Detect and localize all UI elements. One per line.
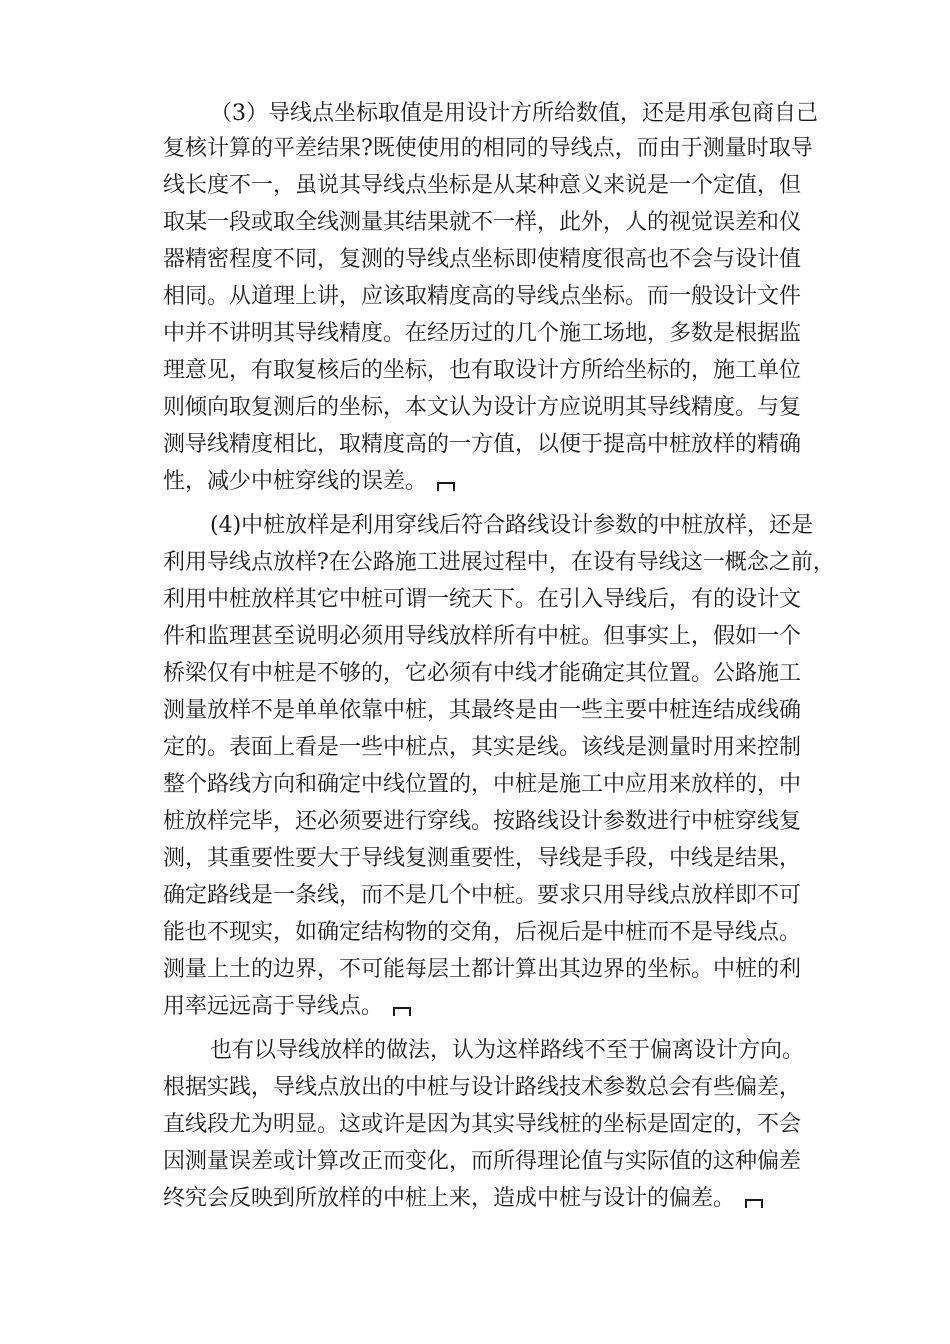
paragraph-line: 中并不讲明其导线精度。在经历过的几个施工场地，多数是根据监 [163, 321, 802, 346]
paragraph-line: 线长度不一，虽说其导线点坐标是从某种意义来说是一个定值，但 [163, 173, 802, 198]
paragraph-end-mark-icon [437, 482, 455, 491]
paragraph-line: 则倾向取复测后的坐标，本文认为设计方应说明其导线精度。与复 [163, 395, 802, 420]
paragraph-line: 理意见，有取复核后的坐标，也有取设计方所给坐标的，施工单位 [163, 358, 802, 383]
paragraph-line: 确定路线是一条线，而不是几个中桩。要求只用导线点放样即不可 [163, 883, 802, 908]
paragraph-line: 件和监理甚至说明必须用导线放样所有中桩。但事实上，假如一个 [163, 624, 802, 649]
paragraph-line: 复核计算的平差结果?既使使用的相同的导线点，而由于测量时取导 [163, 136, 813, 161]
paragraph-line: 桩放样完毕，还必须要进行穿线。按路线设计参数进行中桩穿线复 [163, 809, 802, 834]
paragraph-line: 能也不现实，如确定结构物的交角，后视后是中桩而不是导线点。 [163, 920, 802, 945]
paragraph-end-mark-icon [745, 1199, 763, 1208]
paragraph-line: 测量上土的边界，不可能每层土都计算出其边界的坐标。中桩的利 [163, 957, 802, 982]
paragraph-line: （3）导线点坐标取值是用设计方所给数值，还是用承包商自己 [210, 101, 818, 126]
paragraph-line: 器精密程度不同，复测的导线点坐标即使精度很高也不会与设计值 [163, 247, 802, 272]
paragraph-line: 测导线精度相比，取精度高的一方值，以便于提高中桩放样的精确 [163, 432, 802, 457]
paragraph-line: 根据实践，导线点放出的中桩与设计路线技术参数总会有些偏差， [163, 1075, 802, 1100]
paragraph-line-last [163, 992, 411, 1022]
paragraph-line: 测，其重要性要大于导线复测重要性，导线是手段，中线是结果， [163, 846, 802, 871]
paragraph-line: 测量放样不是单单依靠中桩，其最终是由一些主要中桩连结成线确 [163, 698, 802, 723]
paragraph-line: 取某一段或取全线测量其结果就不一样，此外，人的视觉误差和仪 [163, 210, 802, 235]
paragraph-line: 定的。表面上看是一些中桩点，其实是线。该线是测量时用来控制 [163, 735, 802, 760]
paragraph-line: 桥梁仅有中桩是不够的，它必须有中线才能确定其位置。公路施工 [163, 661, 802, 686]
paragraph-line-text: 性，减少中桩穿线的误差。 [163, 469, 428, 494]
paragraph-end-mark-icon [393, 1007, 411, 1016]
paragraph-line: (4)中桩放样是利用穿线后符合路线设计参数的中桩放样，还是 [210, 513, 814, 538]
paragraph-line: 整个路线方向和确定中线位置的，中桩是施工中应用来放样的，中 [163, 772, 802, 797]
paragraph-line: 利用中桩放样其它中桩可谓一统天下。在引入导线后，有的设计文 [163, 587, 802, 612]
paragraph-line: 利用导线点放样?在公路施工进展过程中，在设有导线这一概念之前， [163, 550, 835, 575]
paragraph-line: 也有以导线放样的做法，认为这样路线不至于偏离设计方向。 [210, 1038, 805, 1063]
paragraph-line: 直线段尤为明显。这或许是因为其实导线桩的坐标是固定的，不会 [163, 1112, 802, 1137]
paragraph-line-text: 终究会反映到所放样的中桩上来，造成中桩与设计的偏差。 [163, 1186, 736, 1211]
paragraph-line-text: 用率远远高于导线点。 [163, 994, 384, 1019]
paragraph-line: 因测量误差或计算改正而变化，而所得理论值与实际值的这种偏差 [163, 1149, 802, 1174]
paragraph-line-last [163, 467, 455, 497]
paragraph-line: 相同。从道理上讲，应该取精度高的导线点坐标。而一般设计文件 [163, 284, 802, 309]
paragraph-line-last [163, 1184, 763, 1214]
